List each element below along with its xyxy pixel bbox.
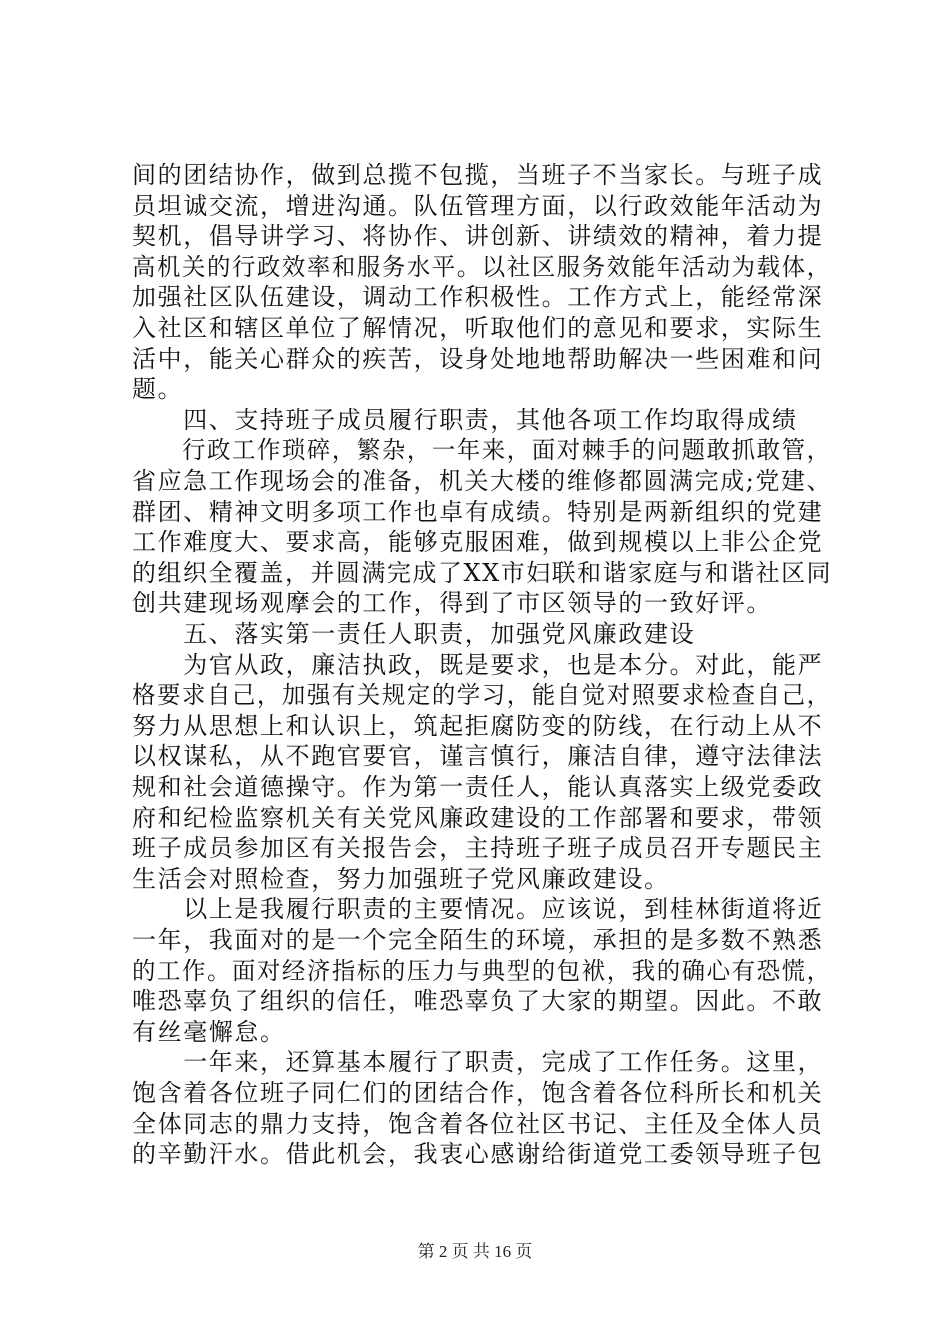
text-line: 群团、精神文明多项工作也卓有成绩。特别是两新组织的党建	[132, 497, 824, 526]
section-heading: 四、支持班子成员履行职责，其他各项工作均取得成绩	[132, 405, 798, 434]
text-line: 高机关的行政效率和服务水平。以社区服务效能年活动为载体，	[132, 252, 832, 281]
text-line: 契机，倡导讲学习、将协作、讲创新、讲绩效的精神，着力提	[132, 222, 824, 251]
text-line: 省应急工作现场会的准备，机关大楼的维修都圆满完成;党建、	[132, 467, 833, 495]
text-line: 的工作。面对经济指标的压力与典型的包袱，我的确心有恐慌，	[132, 956, 832, 985]
text-line: 一年，我面对的是一个完全陌生的环境，承担的是多数不熟悉	[132, 926, 824, 954]
text-line: 以权谋私，从不跑官要官，谨言慎行，廉洁自律，遵守法律法	[132, 742, 824, 771]
text-line: 题。	[132, 375, 184, 404]
section-heading: 五、落实第一责任人职责，加强党风廉政建设	[132, 620, 696, 648]
text-line: 创共建现场观摩会的工作，得到了市区领导的一致好评。	[132, 589, 772, 618]
text-line: 间的团结协作，做到总揽不包揽，当班子不当家长。与班子成	[132, 161, 824, 189]
text-line: 活中，能关心群众的疾苦，设身处地地帮助解决一些困难和问	[132, 344, 824, 373]
text-line: 行政工作琐碎，繁杂，一年来，面对棘手的问题敢抓敢管，	[132, 436, 832, 465]
text-line: 格要求自己，加强有关规定的学习，能自觉对照要求检查自己，	[132, 681, 832, 710]
text-line: 府和纪检监察机关有关党风廉政建设的工作部署和要求，带领	[132, 803, 824, 832]
text-line: 全体同志的鼎力支持，饱含着各位社区书记、主任及全体人员	[132, 1109, 824, 1138]
text-line: 入社区和辖区单位了解情况，听取他们的意见和要求，实际生	[132, 314, 824, 342]
text-line: 的辛勤汗水。借此机会，我衷心感谢给街道党工委领导班子包	[132, 1140, 824, 1169]
page-footer: 第 2 页 共 16 页	[417, 1242, 533, 1261]
text-line: 努力从思想上和认识上，筑起拒腐防变的防线，在行动上从不	[132, 711, 824, 740]
text-line: 加强社区队伍建设，调动工作积极性。工作方式上，能经常深	[132, 283, 824, 312]
text-line: 以上是我履行职责的主要情况。应该说，到桂林街道将近	[132, 895, 824, 924]
text-line: 规和社会道德操守。作为第一责任人，能认真落实上级党委政	[132, 773, 824, 801]
text-line: 一年来，还算基本履行了职责，完成了工作任务。这里，	[132, 1048, 824, 1077]
text-line: 有丝毫懈怠。	[132, 1017, 286, 1046]
text-line: 饱含着各位班子同仁们的团结合作，饱含着各位科所长和机关	[132, 1079, 824, 1107]
text-line: 员坦诚交流，增进沟通。队伍管理方面，以行政效能年活动为	[132, 191, 824, 220]
text-line: 工作难度大、要求高，能够克服困难，做到规模以上非公企党	[132, 528, 824, 557]
text-line: 生活会对照检查，努力加强班子党风廉政建设。	[132, 864, 670, 893]
text-line: 唯恐辜负了组织的信任，唯恐辜负了大家的期望。因此。不敢	[132, 987, 824, 1016]
text-line: 为官从政，廉洁执政，既是要求，也是本分。对此，能严	[132, 650, 824, 679]
text-line: 班子成员参加区有关报告会，主持班子班子成员召开专题民主	[132, 834, 824, 863]
text-line: 的组织全覆盖，并圆满完成了XX市妇联和谐家庭与和谐社区同	[132, 558, 833, 587]
